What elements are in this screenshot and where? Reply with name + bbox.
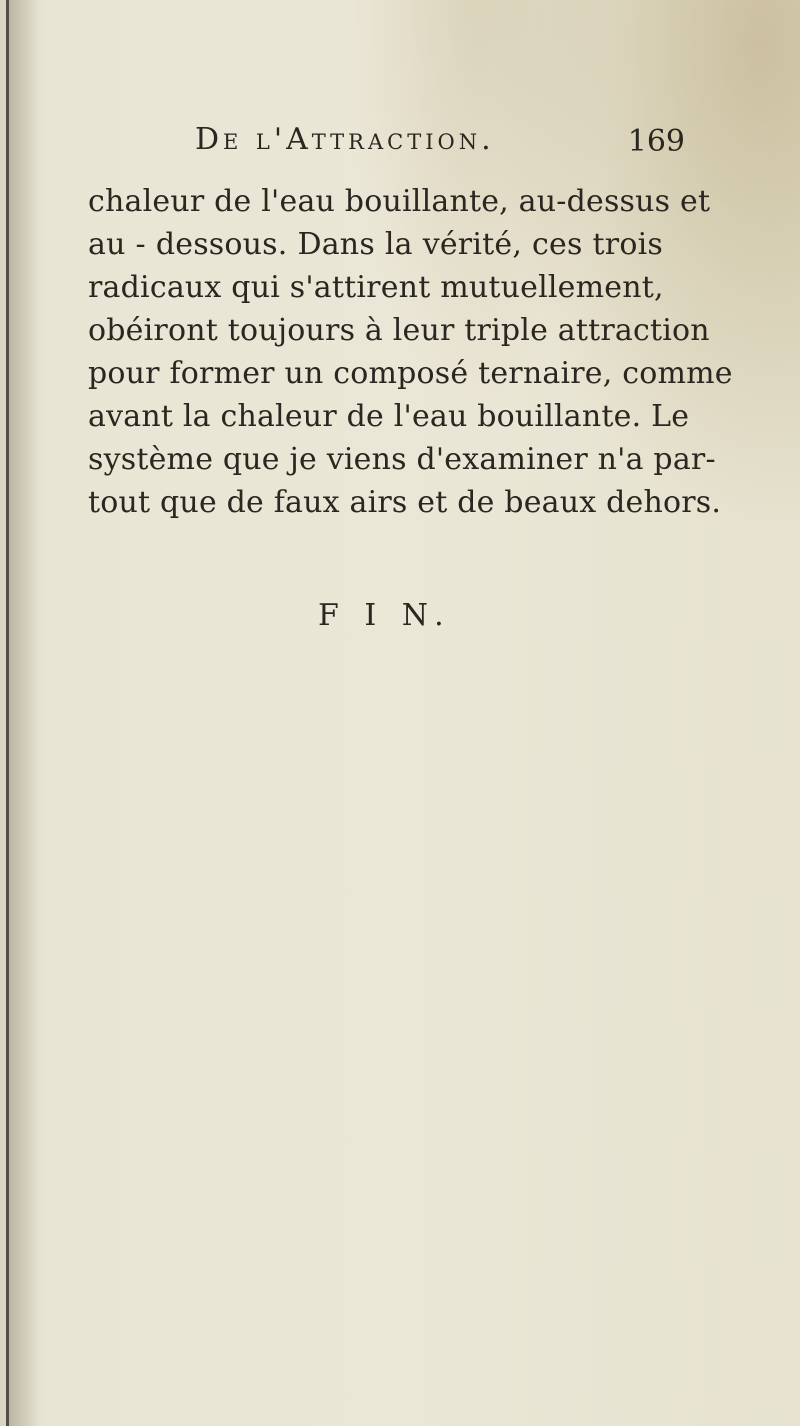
- spine-shadow: [9, 0, 39, 1426]
- text-line: tout que de faux airs et de beaux dehors.: [88, 485, 722, 520]
- page-header: [195, 122, 685, 172]
- running-head: De l'Attraction.: [195, 122, 495, 157]
- text-line: radicaux qui s'attirent mutuellement,: [88, 270, 664, 305]
- text-line: pour former un composé ternaire, comme: [88, 356, 733, 391]
- text-line: obéiront toujours à leur triple attraction: [88, 313, 710, 348]
- fin-mark: F I N.: [318, 598, 452, 633]
- text-line: avant la chaleur de l'eau bouillante. Le: [88, 399, 690, 434]
- text-line: système que je viens d'examiner n'a par-: [88, 442, 716, 477]
- text-line: chaleur de l'eau bouillante, au-dessus et: [88, 184, 711, 219]
- body-text: [88, 180, 733, 524]
- text-line: au - dessous. Dans la vérité, ces trois: [88, 227, 663, 262]
- page-number: 169: [627, 124, 685, 159]
